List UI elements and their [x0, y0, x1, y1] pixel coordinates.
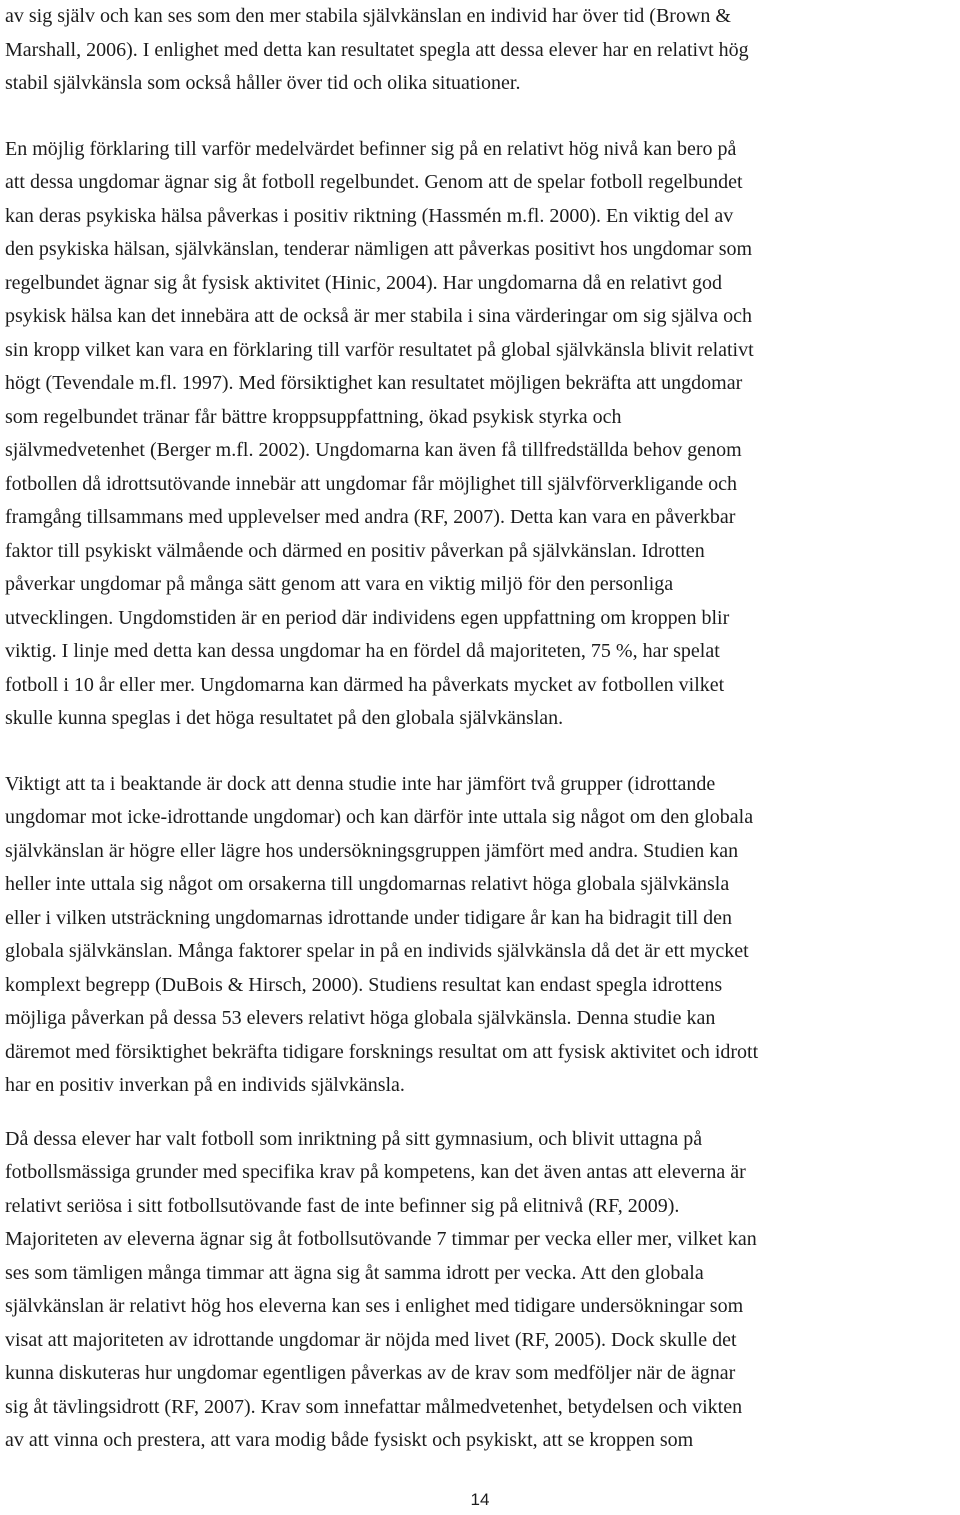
- text-line: relativt seriösa i sitt fotbollsutövande fast de inte befinner sig på elitnivå (RF, 2009).: [5, 1194, 680, 1217]
- text-line: sin kropp vilket kan vara en förklaring till varför resultatet på global självkänsla blivit relativt: [5, 338, 754, 361]
- paragraph-3: [5, 768, 956, 1103]
- text-line: utvecklingen. Ungdomstiden är en period där individens egen uppfattning om kroppen blir: [5, 606, 730, 629]
- text-line: psykisk hälsa kan det innebära att de också är mer stabila i sina värderingar om sig själva och: [5, 305, 752, 327]
- text-line: självmedvetenhet (Berger m.fl. 2002). Ungdomarna kan även få tillfredställda behov genom: [5, 439, 742, 461]
- text-line: En möjlig förklaring till varför medelvärdet befinner sig på en relativt hög nivå kan bero på: [5, 137, 737, 160]
- text-line: Majoriteten av eleverna ägnar sig åt fotbollsutövande 7 timmar per vecka eller mer, vilket kan: [5, 1228, 757, 1250]
- text-line: framgång tillsammans med upplevelser med andra (RF, 2007). Detta kan vara en påverkbar: [5, 506, 736, 528]
- text-line: faktor till psykiskt välmående och därmed en positiv påverkan på självkänslan. Idrotten: [5, 539, 705, 562]
- text-line: eller i vilken utsträckning ungdomarnas idrottande under tidigare år kan ha bidragit till den: [5, 906, 733, 929]
- text-line: ses som tämligen många timmar att ägna sig åt samma idrott per vecka. Att den globala: [5, 1261, 704, 1284]
- text-line: fotbollsmässiga grunder med specifika krav på kompetens, kan det även antas att eleverna är: [5, 1161, 746, 1183]
- text-line: har en positiv inverkan på en individs självkänsla.: [5, 1074, 405, 1096]
- text-line: fotbollen då idrottsutövande innebär att ungdomar får möjlighet till självförverkligande och: [5, 472, 738, 495]
- text-line: Marshall, 2006). I enlighet med detta kan resultatet spegla att dessa elever har en relativt hög: [5, 38, 749, 61]
- body-text: [5, 0, 956, 1458]
- paragraph-spacer: [5, 101, 956, 133]
- text-line: självkänslan är relativt hög hos eleverna kan ses i enlighet med tidigare undersökningar som: [5, 1295, 744, 1317]
- text-line: heller inte uttala sig något om orsakerna till ungdomarnas relativt höga globala självkänsla: [5, 873, 730, 895]
- text-line: påverkar ungdomar på många sätt genom att vara en viktig miljö för den personliga: [5, 573, 674, 595]
- text-line: som regelbundet tränar får bättre kroppsuppfattning, ökad psykisk styrka och: [5, 405, 622, 428]
- page-number: 14: [470, 1490, 490, 1509]
- paragraph-spacer: [5, 736, 956, 768]
- text-line: självkänslan är högre eller lägre hos undersökningsgruppen jämfört med andra. Studien kan: [5, 839, 739, 862]
- text-line: kan deras psykiska hälsa påverkas i positiv riktning (Hassmén m.fl. 2000). En viktig del av: [5, 204, 734, 227]
- text-line: visat att majoriteten av idrottande ungdomar är nöjda med livet (RF, 2005). Dock skulle det: [5, 1328, 737, 1351]
- document-page: [5, 0, 956, 1458]
- text-line: stabil självkänsla som också håller över tid och olika situationer.: [5, 72, 521, 94]
- paragraph-1: [5, 0, 956, 101]
- text-line: viktig. I linje med detta kan dessa ungdomar ha en fördel då majoriteten, 75 %, har spelat: [5, 640, 720, 662]
- text-line: globala självkänslan. Många faktorer spelar in på en individs självkänsla då det är ett mycket: [5, 940, 749, 962]
- paragraph-spacer: [5, 1103, 956, 1123]
- text-line: möjliga påverkan på dessa 53 elevers relativt höga globala självkänsla. Denna studie kan: [5, 1007, 716, 1029]
- text-line: däremot med försiktighet bekräfta tidigare forsknings resultat om att fysisk aktivitet och idrott: [5, 1040, 759, 1063]
- text-line: fotboll i 10 år eller mer. Ungdomarna kan därmed ha påverkats mycket av fotbollen vilket: [5, 673, 725, 696]
- text-line: av sig själv och kan ses som den mer stabila självkänslan en individ har över tid (Brown &: [5, 5, 731, 27]
- text-line: av att vinna och prestera, att vara modig både fysiskt och psykiskt, att se kroppen som: [5, 1429, 694, 1451]
- paragraph-2: [5, 133, 956, 736]
- text-line: den psykiska hälsan, självkänslan, tenderar nämligen att påverkas positivt hos ungdomar som: [5, 238, 753, 260]
- text-line: kunna diskuteras hur ungdomar egentligen påverkas av de krav som medföljer när de ägnar: [5, 1362, 736, 1384]
- text-line: Då dessa elever har valt fotboll som inriktning på sitt gymnasium, och blivit uttagna på: [5, 1127, 703, 1150]
- text-line: ungdomar mot icke-idrottande ungdomar) och kan därför inte uttala sig något om den globala: [5, 806, 754, 828]
- paragraph-4: [5, 1123, 956, 1458]
- text-line: högt (Tevendale m.fl. 1997). Med försiktighet kan resultatet möjligen bekräfta att ungdomar: [5, 372, 743, 394]
- text-line: regelbundet ägnar sig åt fysisk aktivitet (Hinic, 2004). Har ungdomarna då en relativt god: [5, 271, 723, 294]
- text-line: skulle kunna speglas i det höga resultatet på den globala självkänslan.: [5, 707, 564, 729]
- text-line: att dessa ungdomar ägnar sig åt fotboll regelbundet. Genom att de spelar fotboll regelbundet: [5, 171, 743, 193]
- text-line: Viktigt att ta i beaktande är dock att denna studie inte har jämfört två grupper (idrottande: [5, 772, 716, 795]
- text-line: sig åt tävlingsidrott (RF, 2007). Krav som innefattar målmedvetenhet, betydelsen och vikten: [5, 1395, 743, 1418]
- text-line: komplext begrepp (DuBois & Hirsch, 2000). Studiens resultat kan endast spegla idrottens: [5, 973, 723, 996]
